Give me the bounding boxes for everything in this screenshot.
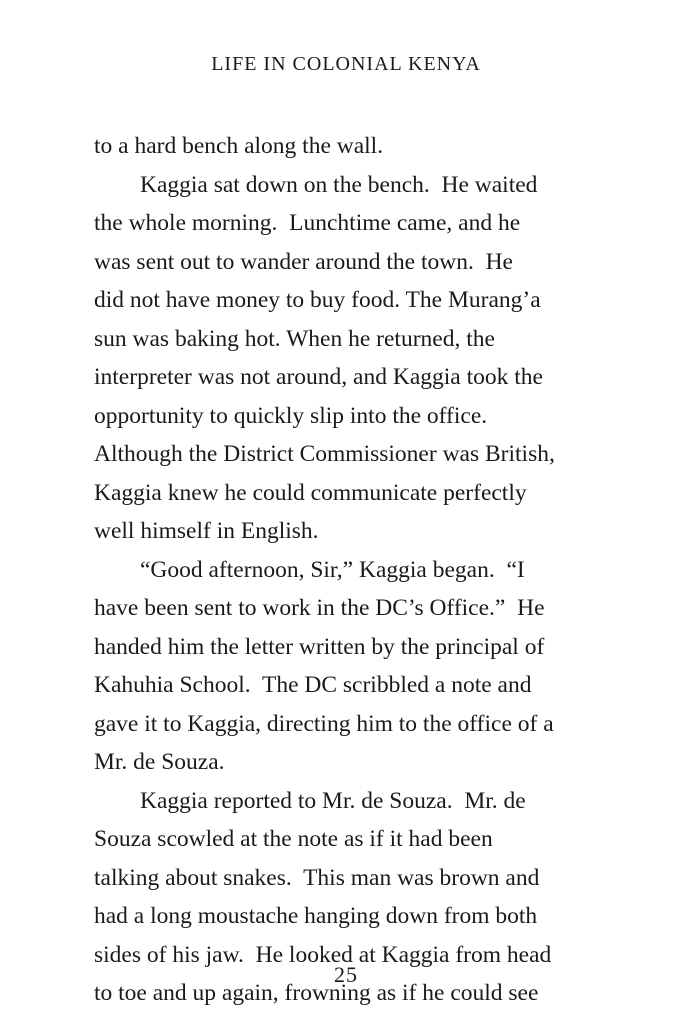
text-line: well himself in English. [94, 518, 319, 544]
text-line: Mr. de Souza. [94, 749, 225, 775]
text-line: did not have money to buy food. The Murang’a [94, 287, 541, 313]
text-line: interpreter was not around, and Kaggia took the [94, 364, 543, 390]
text-line: gave it to Kaggia, directing him to the office of a [94, 710, 554, 737]
text-line: have been sent to work in the DC’s Office.” He [94, 595, 545, 621]
text-line: the whole morning. Lunchtime came, and he [94, 210, 521, 236]
text-line: Kahuhia School. The DC scribbled a note and [94, 672, 532, 698]
text-line: was sent out to wander around the town. He [94, 248, 513, 275]
text-line: Kaggia sat down on the bench. He waited [140, 171, 538, 198]
text-line: sun was baking hot. When he returned, the [94, 325, 495, 352]
text-line: handed him the letter written by the principal of [94, 633, 545, 660]
text-line: “Good afternoon, Sir,” Kaggia began. “I [140, 556, 525, 583]
text-line: Souza scowled at the note as if it had been [94, 826, 493, 852]
text-line: Kaggia reported to Mr. de Souza. Mr. de [140, 787, 526, 814]
text-line: to a hard bench along the wall. [94, 133, 384, 159]
text-line: Kaggia knew he could communicate perfectly [94, 479, 527, 506]
text-line: sides of his jaw. He looked at Kaggia from head [94, 941, 552, 968]
text-line: talking about snakes. This man was brown and [94, 864, 540, 891]
running-header: LIFE IN COLONIAL KENYA [211, 53, 481, 75]
body-text [94, 127, 614, 1013]
text-line: Although the District Commissioner was British, [94, 441, 555, 467]
text-line: to toe and up again, frowning as if he could see [94, 980, 539, 1006]
text-line: opportunity to quickly slip into the office. [94, 402, 488, 429]
text-line: had a long moustache hanging down from both [94, 903, 538, 929]
page-number: 25 [334, 962, 358, 987]
